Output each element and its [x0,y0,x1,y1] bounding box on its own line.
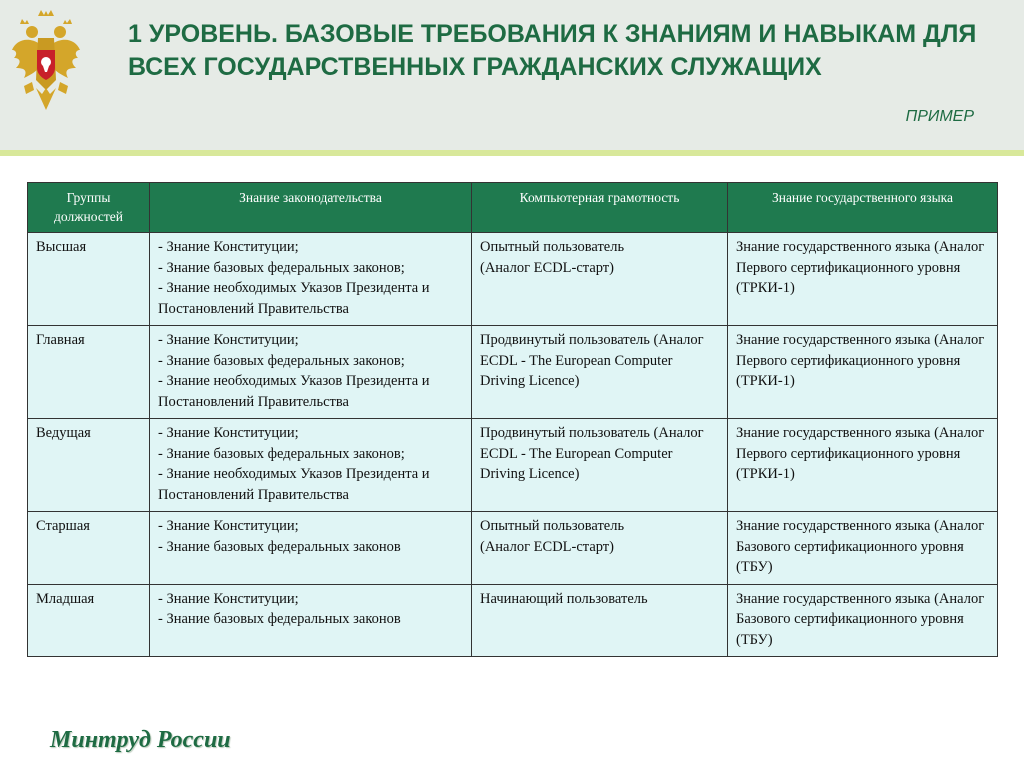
cell-group: Младшая [28,584,150,657]
column-header-legislation: Знание законодательства [150,183,472,233]
cell-group: Главная [28,326,150,419]
cell-legislation: - Знание Конституции; - Знание базовых федеральных законов; - Знание необходимых Указов Президента и Постановлений Правительства [150,326,472,419]
example-label: ПРИМЕР [905,108,974,125]
cell-group: Ведущая [28,419,150,512]
cell-legislation: - Знание Конституции; - Знание базовых федеральных законов; - Знание необходимых Указов Президента и Постановлений Правительства [150,419,472,512]
cell-legislation: - Знание Конституции; - Знание базовых федеральных законов [150,512,472,585]
header-accent-line [0,150,1024,156]
column-header-groups: Группы должностей [28,183,150,233]
footer-ministry-name: Минтруд России [50,727,231,753]
cell-computer: Опытный пользователь (Аналог ECDL-старт) [472,233,728,326]
table-row [28,233,998,326]
russian-coat-of-arms-icon [10,10,82,120]
table-header-row [28,183,998,233]
cell-language: Знание государственного языка (Аналог Базового сертификационного уровня (ТБУ) [728,584,998,657]
table-row [28,512,998,585]
cell-computer: Опытный пользователь (Аналог ECDL-старт) [472,512,728,585]
table-row [28,326,998,419]
cell-computer: Начинающий пользователь [472,584,728,657]
requirements-table [27,182,998,657]
cell-language: Знание государственного языка (Аналог Первого сертификационного уровня (ТРКИ-1) [728,419,998,512]
column-header-computer: Компьютерная грамотность [472,183,728,233]
cell-computer: Продвинутый пользователь (Аналог ECDL - The European Computer Driving Licence) [472,419,728,512]
cell-group: Старшая [28,512,150,585]
cell-language: Знание государственного языка (Аналог Базового сертификационного уровня (ТБУ) [728,512,998,585]
column-header-language: Знание государственного языка [728,183,998,233]
page-title: 1 УРОВЕНЬ. БАЗОВЫЕ ТРЕБОВАНИЯ К ЗНАНИЯМ И НАВЫКАМ ДЛЯ ВСЕХ ГОСУДАРСТВЕННЫХ ГРАЖДАНСКИХ СЛУЖАЩИХ [128,20,977,81]
cell-group: Высшая [28,233,150,326]
table-row [28,419,998,512]
cell-legislation: - Знание Конституции; - Знание базовых федеральных законов [150,584,472,657]
table-row [28,584,998,657]
cell-language: Знание государственного языка (Аналог Первого сертификационного уровня (ТРКИ-1) [728,326,998,419]
cell-language: Знание государственного языка (Аналог Первого сертификационного уровня (ТРКИ-1) [728,233,998,326]
cell-computer: Продвинутый пользователь (Аналог ECDL - The European Computer Driving Licence) [472,326,728,419]
cell-legislation: - Знание Конституции; - Знание базовых федеральных законов; - Знание необходимых Указов Президента и Постановлений Правительства [150,233,472,326]
